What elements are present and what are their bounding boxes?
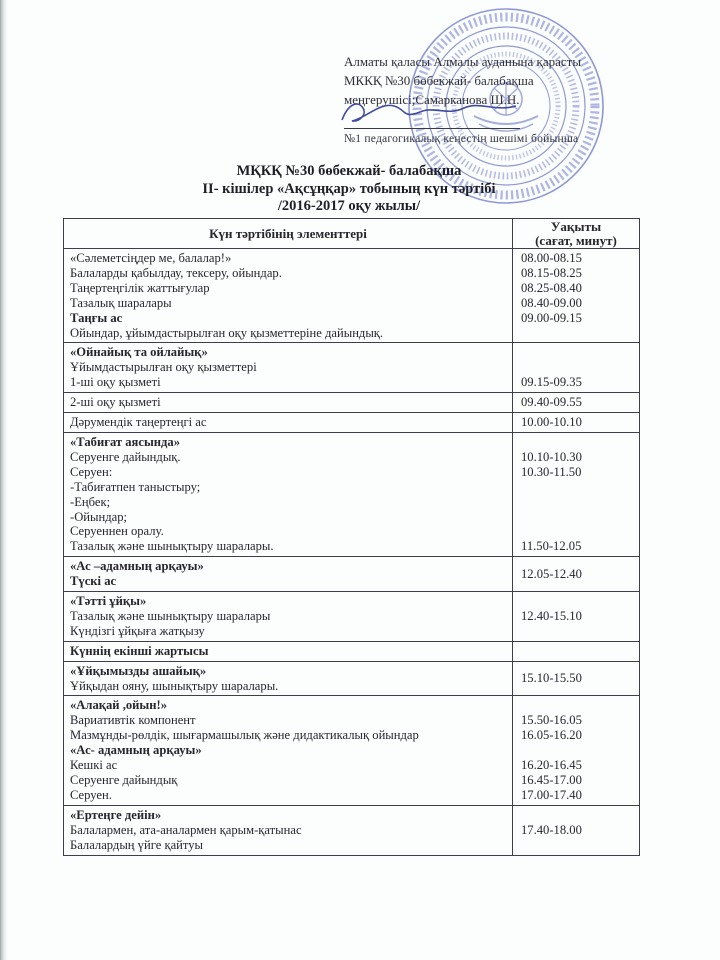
activity-item: 2-ші оқу қызметі [70,395,161,410]
time-cell [513,805,640,855]
table-row [64,557,640,592]
document-title [0,163,698,216]
activity-heading: Түскі ас [70,574,117,589]
approval-line: меңгерушісі;Самарканова Ш.Н. [344,92,520,107]
activity-item: Ойындар, ұйымдастырылған оқу қызметтеріне дайындық. [70,325,384,340]
table-row [64,641,640,661]
time-empty [521,743,637,758]
table-row [64,432,640,556]
time-cell [513,249,640,343]
activity-item: Ұйымдастырылған оқу қызметтері [70,360,257,375]
table-row [64,805,640,855]
time-cell [513,393,640,413]
activity-heading: «Ойнайық та ойлайық» [70,345,208,360]
title-line-group: ІІ- кішілер «Ақсұңқар» тобының күн тәртібі [202,180,496,197]
time-cell [513,413,640,433]
activity-heading: «Тәтті ұйқы» [70,594,147,609]
time-value: 08.25-08.40 [521,280,582,295]
time-value: 17.40-18.00 [521,822,582,837]
title-line-institution: МҚКҚ №30 бөбекжай- балабақша [236,163,462,179]
time-value: 10.00-10.10 [521,415,582,430]
title-line-year: /2016-2017 оқу жылы/ [277,198,421,215]
activities-cell [64,696,513,805]
activity-item: Серуеннен оралу. [70,524,164,539]
table-row [64,696,640,805]
activity-item: «Сәлеметсіңдер ме, балалар!» [70,251,232,265]
time-value: 08.15-08.25 [521,265,582,280]
time-empty [521,495,637,510]
activity-item: 1-ші оқу қызметі [70,375,161,390]
activities-cell [64,592,513,642]
time-empty [521,345,637,360]
table-row [64,393,640,413]
activity-item: Күндізгі ұйқыға жатқызу [70,623,205,638]
time-value: 12.40-15.10 [521,608,582,623]
column-header-time [513,219,640,249]
activity-heading: «Ұйқымызды ашайық» [70,663,207,678]
activity-item: Кешкі ас [70,758,118,773]
table-row [64,413,640,433]
activities-cell [64,432,513,556]
time-cell [513,661,640,696]
activities-cell [64,557,513,592]
time-value: 09.00-09.15 [521,310,582,325]
activity-heading: «Ас- адамның арқауы» [70,743,202,758]
approval-line: Алматы қаласы Алмалы ауданына қарасты [344,54,582,69]
table-row [64,661,640,696]
activity-item: Дәрумендік таңертеңгі ас [70,415,207,430]
time-value: 16.05-16.20 [521,728,582,743]
activity-heading: «Алақай ,ойын!» [70,698,167,713]
activity-item: -Табиғатпен таныстыру; [70,479,201,494]
column-header-elements: Күн тәртібінің элементтері [64,219,513,249]
activities-cell [64,805,513,855]
time-header-line2: (сағат, минут) [535,232,617,248]
time-value: 15.50-16.05 [521,713,582,728]
activity-item: Ұйқыдан ояну, шынықтыру шаралары. [70,678,279,693]
time-value: 08.40-09.00 [521,295,582,310]
schedule-table [63,218,640,856]
time-value: 17.00-17.40 [521,787,582,802]
time-cell [513,557,640,592]
activity-item: -Ойындар; [70,509,128,524]
activity-item: Тазалық шаралары [70,295,172,310]
activity-item: Серуен. [70,787,112,802]
time-value: 15.10-15.50 [521,671,582,686]
time-empty [521,326,637,341]
time-value: 16.45-17.00 [521,773,582,787]
scan-edge-shadow [0,0,8,960]
activities-cell [64,661,513,696]
time-empty [521,435,637,450]
decision-note: №1 педагогикалық кеңестің шешімі бойынша [344,132,579,145]
time-cell [513,343,640,393]
activity-item: Серуенге дайындық [70,773,178,787]
activity-heading: «Табиғат аясында» [70,434,181,449]
activity-item: Серуенге дайындық. [70,449,181,464]
activity-heading: «Ас –адамның арқауы» [70,559,204,574]
activities-cell [64,393,513,413]
time-value: 11.50-12.05 [521,539,582,554]
table-row [64,343,640,393]
activity-heading: «Ертеңге дейін» [70,807,162,822]
activity-heading: Таңғы ас [70,310,123,325]
activity-item: Балалардың үйге қайтуы [70,837,203,852]
activity-item: Балаларды қабылдау, тексеру, ойындар. [70,265,282,280]
time-cell [513,696,640,805]
activity-item: Вариативтік компонент [70,713,196,728]
time-empty [521,360,637,375]
time-empty [521,510,637,525]
approval-line: МККҚ №30 бөбекжай- балабақша [344,73,534,88]
time-empty [521,480,637,495]
time-value: 10.30-11.50 [521,464,582,479]
time-cell [513,432,640,556]
activities-cell [64,641,513,661]
time-value: 16.20-16.45 [521,758,582,773]
activity-item: Серуен: [70,464,113,479]
time-cell [513,641,640,661]
activity-item: Балалармен, ата-аналармен қарым-қатынас [70,822,302,837]
table-header-row [64,219,640,249]
time-value: 12.05-12.40 [521,566,582,581]
time-value: 08.00-08.15 [521,251,582,265]
time-empty [521,698,637,713]
schedule-table-body [64,249,640,856]
time-value: 09.15-09.35 [521,375,582,390]
table-row [64,249,640,343]
time-cell [513,592,640,642]
time-value: 10.10-10.30 [521,449,582,464]
time-empty [521,524,637,539]
time-header-line1: Уақыты [550,219,602,234]
activities-cell [64,413,513,433]
activity-item: Тазалық және шынықтыру шаралары. [70,539,274,554]
activity-heading: Күннің екінші жартысы [70,643,209,658]
table-row [64,592,640,642]
activity-item: -Еңбек; [70,494,111,509]
time-value: 09.40-09.55 [521,395,582,410]
signature-line [344,112,520,129]
activity-item: Таңертеңгілік жаттығулар [70,280,210,295]
activity-item: Тазалық және шынықтыру шаралары [70,608,271,623]
activities-cell [64,343,513,393]
activities-cell [64,249,513,343]
activity-item: Мазмұнды-рөлдік, шығармашылық және дидактикалық ойындар [70,728,419,743]
